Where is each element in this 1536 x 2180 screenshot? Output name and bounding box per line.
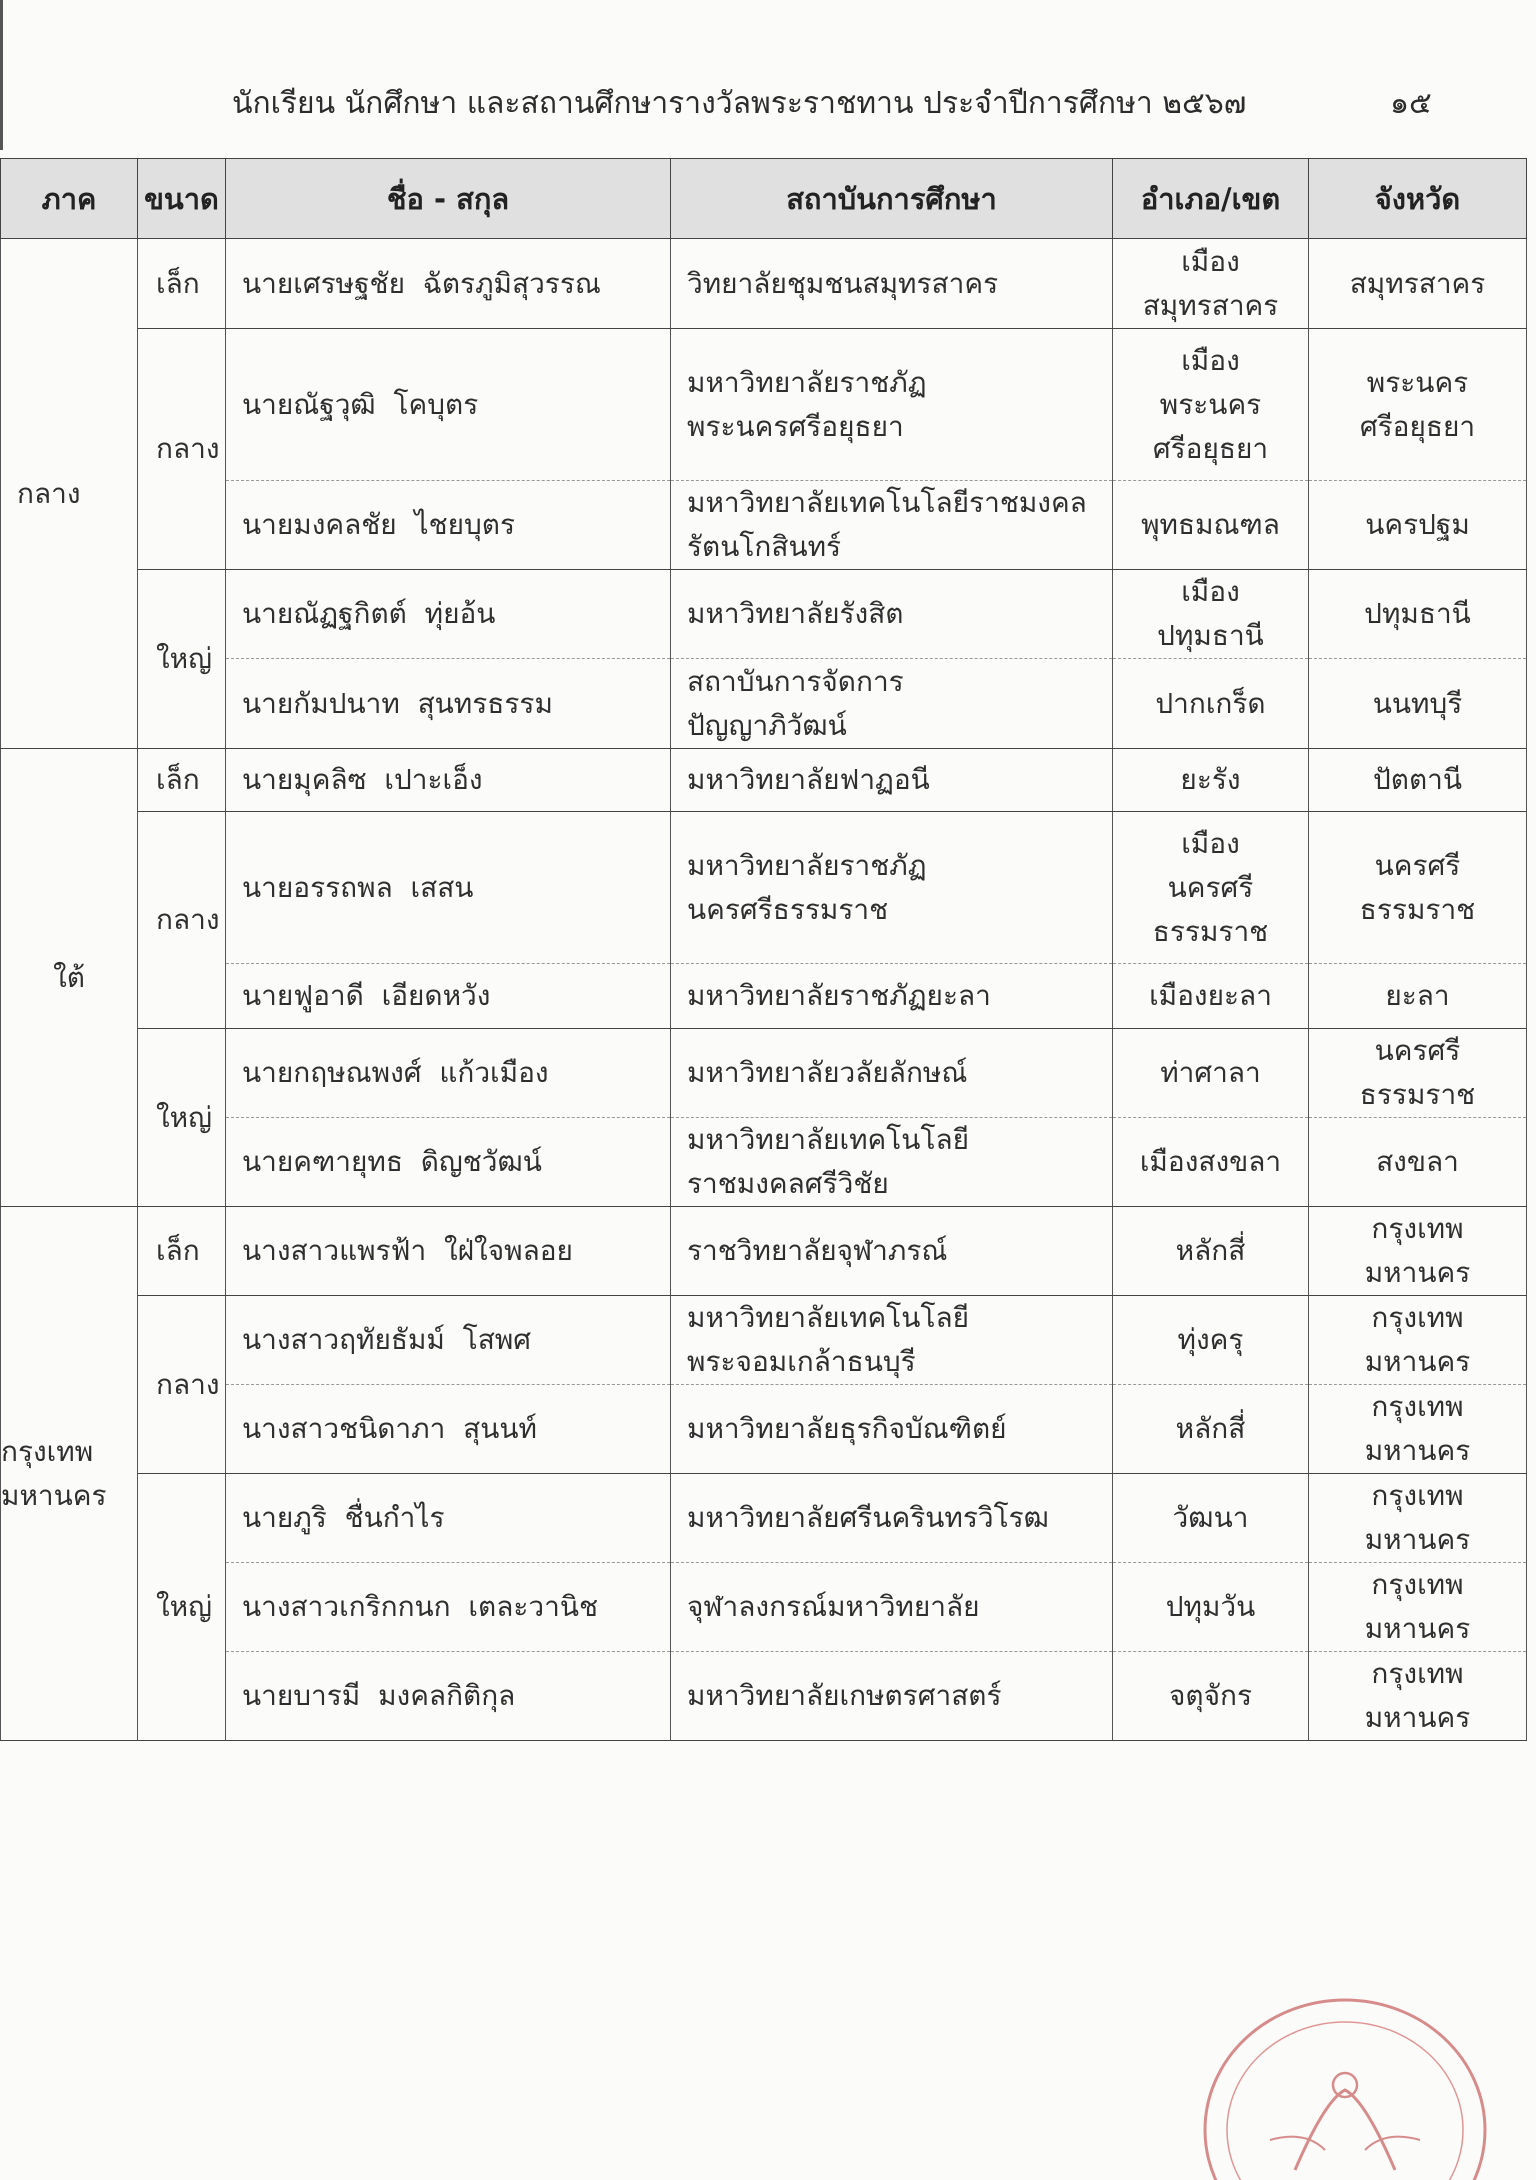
institution-cell-line: นครศรีธรรมราช [687,892,889,926]
person-name: นางสาวชนิดาภา สุนนท์ [226,1385,671,1474]
institution-cell-line: วิทยาลัยชุมชนสมุทรสาคร [687,266,999,300]
person-name: นางสาวแพรฟ้า ใฝ่ใจพลอย [226,1207,671,1296]
province-cell-line: สมุทรสาคร [1349,266,1486,300]
district-cell [1113,1385,1309,1474]
institution-cell [671,329,1113,481]
institution-cell-line: จุฬาลงกรณ์มหาวิทยาลัย [687,1590,980,1623]
institution-cell-line: มหาวิทยาลัยเทคโนโลยีราชมงคล [687,486,1087,519]
institution-cell [671,749,1113,812]
province-cell [1309,1652,1527,1741]
district-cell [1113,1296,1309,1385]
province-cell-line: มหานคร [1364,1345,1471,1378]
institution-cell-line: มหาวิทยาลัยราชภัฏ [687,848,927,882]
table-row [1,570,1527,659]
institution-cell-line: ปัญญาภิวัฒน์ [687,708,847,742]
province-cell-line: กรุงเทพ [1371,1657,1464,1690]
region-cell [1,239,138,749]
district-cell-line: ธรรมราช [1152,914,1269,948]
size-cell: เล็ก [138,1207,226,1296]
person-name: นายบารมี มงคลกิติกุล [226,1652,671,1741]
district-cell [1113,812,1309,964]
institution-cell [671,1296,1113,1385]
province-cell-line: มหานคร [1364,1434,1471,1467]
table-row [1,964,1527,1029]
table-row [1,1296,1527,1385]
province-cell [1309,749,1527,812]
district-cell [1113,659,1309,749]
page-title: นักเรียน นักศึกษา และสถานศึกษารางวัลพระราชทาน ประจำปีการศึกษา ๒๕๖๗ [232,86,1247,121]
province-cell-line: มหานคร [1364,1701,1471,1734]
region-cell [1,749,138,1207]
page-number: ๑๕ [1390,86,1432,121]
district-cell [1113,1207,1309,1296]
district-cell [1113,481,1309,570]
person-name: นายณัฐวุฒิ โคบุตร [226,329,671,481]
province-cell [1309,812,1527,964]
person-name: นายมุคลิซ เปาะเอ็ง [226,749,671,812]
institution-cell [671,1652,1113,1741]
size-cell: เล็ก [138,749,226,812]
province-cell [1309,659,1527,749]
table-row [1,481,1527,570]
person-name: นายอรรถพล เสสน [226,812,671,964]
header-district: อำเภอ/เขต [1113,159,1309,239]
province-cell [1309,1385,1527,1474]
institution-cell-line: มหาวิทยาลัยเทคโนโลยี [687,1301,970,1334]
header-size: ขนาด [138,159,226,239]
institution-cell [671,659,1113,749]
size-cell: ใหญ่ [138,570,226,749]
size-cell: เล็ก [138,239,226,329]
district-cell-line: หลักสี่ [1175,1234,1246,1267]
institution-cell [671,1029,1113,1118]
province-cell [1309,1563,1527,1652]
size-cell: กลาง [138,812,226,1029]
province-cell [1309,570,1527,659]
province-cell [1309,964,1527,1029]
province-cell-line: มหานคร [1364,1523,1471,1556]
table-row [1,1474,1527,1563]
district-cell-line: หลักสี่ [1175,1412,1246,1445]
district-cell-line: สมุทรสาคร [1142,288,1279,322]
table-header-row [1,159,1527,239]
size-cell: ใหญ่ [138,1029,226,1207]
region-cell [1,1207,138,1741]
province-cell [1309,1474,1527,1563]
district-cell-line: เมือง [1181,244,1240,278]
district-cell [1113,964,1309,1029]
person-name: นายคฑายุทธ ดิญชวัฒน์ [226,1118,671,1207]
institution-cell [671,964,1113,1029]
institution-cell-line: มหาวิทยาลัยราชภัฏยะลา [687,979,991,1012]
province-cell-line: ปัตตานี [1372,763,1462,796]
header-province: จังหวัด [1309,159,1527,239]
person-name: นายมงคลชัย ไชยบุตร [226,481,671,570]
district-cell [1113,1652,1309,1741]
district-cell-line: เมืองยะลา [1149,979,1272,1012]
institution-cell [671,1563,1113,1652]
province-cell-line: ปทุมธานี [1364,597,1471,630]
institution-cell [671,812,1113,964]
district-cell-line: ศรีอยุธยา [1152,431,1269,465]
province-cell-line: กรุงเทพ [1371,1390,1464,1423]
size-cell: ใหญ่ [138,1474,226,1741]
institution-cell-line: พระนครศรีอยุธยา [687,409,904,443]
institution-cell-line: สถาบันการจัดการ [687,664,904,698]
table-row [1,1118,1527,1207]
province-cell [1309,1118,1527,1207]
district-cell-line: เมืองสงขลา [1139,1145,1282,1178]
province-cell-line: ยะลา [1385,979,1450,1012]
district-cell-line: ปากเกร็ด [1155,686,1266,720]
institution-cell [671,239,1113,329]
province-cell-line: ธรรมราช [1359,892,1476,926]
table-row [1,1207,1527,1296]
institution-cell-line: มหาวิทยาลัยรังสิต [687,597,904,630]
province-cell [1309,239,1527,329]
district-cell-line: ปทุมวัน [1165,1590,1256,1623]
district-cell-line: ท่าศาลา [1160,1056,1261,1089]
garuda-seal-icon [1175,1980,1515,2180]
province-cell-line: ศรีอยุธยา [1359,409,1476,443]
table-body [1,239,1527,1741]
institution-cell-line: มหาวิทยาลัยเกษตรศาสตร์ [687,1679,1002,1712]
province-cell-line: มหานคร [1364,1612,1471,1645]
district-cell-line: พุทธมณฑล [1141,508,1280,541]
province-cell [1309,481,1527,570]
district-cell-line: นครศรี [1167,870,1254,904]
table-row [1,329,1527,481]
province-cell-line: มหานคร [1364,1256,1471,1289]
province-cell [1309,329,1527,481]
province-cell-line: กรุงเทพ [1371,1479,1464,1512]
province-cell-line: นครศรี [1374,1034,1461,1067]
institution-cell-line: มหาวิทยาลัยธุรกิจบัณฑิตย์ [687,1412,1007,1445]
province-cell-line: นนทบุรี [1372,686,1463,720]
district-cell [1113,1563,1309,1652]
region-label: มหานคร [1,1478,107,1512]
district-cell-line: ปทุมธานี [1157,619,1264,652]
table-row [1,1385,1527,1474]
page-header [0,72,1536,132]
size-cell: กลาง [138,1296,226,1474]
province-cell [1309,1207,1527,1296]
person-name: นายกฤษณพงศ์ แก้วเมือง [226,1029,671,1118]
institution-cell [671,481,1113,570]
district-cell [1113,329,1309,481]
institution-cell-line: มหาวิทยาลัยวลัยลักษณ์ [687,1056,968,1089]
institution-cell [671,1385,1113,1474]
district-cell-line: ทุ่งครุ [1177,1323,1244,1356]
institution-cell-line: ราชมงคลศรีวิชัย [687,1167,889,1200]
district-cell [1113,570,1309,659]
province-cell [1309,1296,1527,1385]
person-name: นายกัมปนาท สุนทรธรรม [226,659,671,749]
province-cell-line: พระนคร [1366,365,1469,399]
district-cell-line: เมือง [1181,343,1240,377]
person-name: นายณัฏฐกิตต์ ทุ่ยอ้น [226,570,671,659]
institution-cell-line: พระจอมเกล้าธนบุรี [687,1345,916,1378]
district-cell-line: จตุจักร [1169,1679,1252,1712]
province-cell-line: กรุงเทพ [1371,1301,1464,1334]
person-name: นายภูริ ชื่นกำไร [226,1474,671,1563]
province-cell-line: ธรรมราช [1359,1078,1476,1111]
header-institution: สถาบันการศึกษา [671,159,1113,239]
region-label: ใต้ [53,960,85,994]
district-cell [1113,239,1309,329]
header-region: ภาค [1,159,138,239]
person-name: นายฟูอาดี เอียดหวัง [226,964,671,1029]
district-cell [1113,1118,1309,1207]
table-row [1,1563,1527,1652]
size-cell: กลาง [138,329,226,570]
district-cell [1113,749,1309,812]
institution-cell-line: มหาวิทยาลัยฟาฏอนี [687,763,930,796]
person-name: นายเศรษฐชัย ฉัตรภูมิสุวรรณ [226,239,671,329]
province-cell-line: กรุงเทพ [1371,1568,1464,1601]
province-cell-line: นครศรี [1374,848,1461,882]
district-cell [1113,1029,1309,1118]
province-cell-line: นครปฐม [1365,508,1470,541]
awards-table [0,158,1527,1741]
table-row [1,749,1527,812]
district-cell-line: ยะรัง [1180,763,1241,796]
person-name: นางสาวฤทัยธัมม์ โสพศ [226,1296,671,1385]
table-row [1,1652,1527,1741]
header-name: ชื่อ - สกุล [226,159,671,239]
institution-cell [671,1118,1113,1207]
province-cell-line: กรุงเทพ [1371,1212,1464,1245]
institution-cell-line: มหาวิทยาลัยเทคโนโลยี [687,1123,970,1156]
district-cell-line: วัฒนา [1172,1501,1249,1534]
table-row [1,239,1527,329]
table-row [1,659,1527,749]
institution-cell [671,570,1113,659]
institution-cell-line: มหาวิทยาลัยศรีนครินทรวิโรฒ [687,1501,1049,1534]
district-cell-line: เมือง [1181,575,1240,608]
institution-cell-line: มหาวิทยาลัยราชภัฏ [687,365,927,399]
district-cell-line: พระนคร [1159,387,1262,421]
institution-cell-line: รัตนโกสินทร์ [687,530,842,563]
person-name: นางสาวเกริกกนก เตละวานิช [226,1563,671,1652]
table-row [1,812,1527,964]
province-cell-line: สงขลา [1376,1145,1459,1178]
district-cell [1113,1474,1309,1563]
institution-cell [671,1474,1113,1563]
region-label: กรุงเทพ [1,1434,94,1468]
institution-cell [671,1207,1113,1296]
district-cell-line: เมือง [1181,826,1240,860]
region-label: กลาง [17,476,81,510]
table-row [1,1029,1527,1118]
province-cell [1309,1029,1527,1118]
institution-cell-line: ราชวิทยาลัยจุฬาภรณ์ [687,1234,948,1267]
